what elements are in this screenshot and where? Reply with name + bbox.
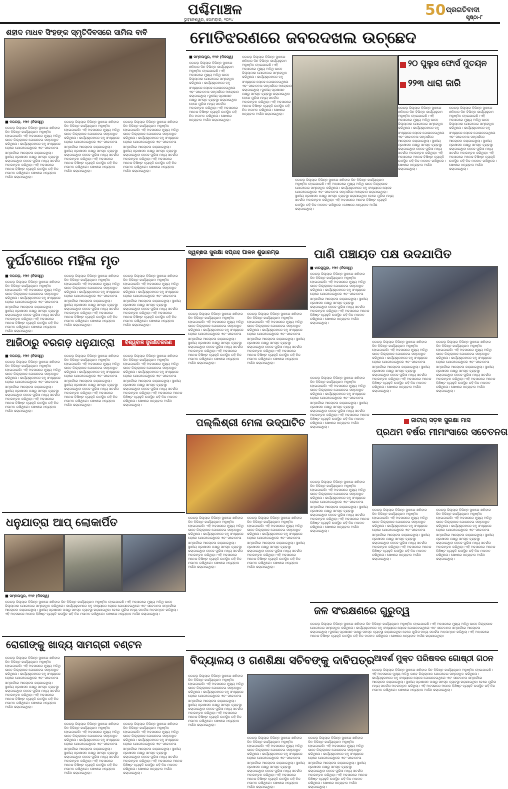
article-text: ବରଗଡ଼ ଜିଲ୍ଲାର ବିଭିନ୍ନ ସ୍ଥାନରେ ଶନିବାର ଦିନ ବିଭିନ୍ନ କାର୍ଯ୍ୟକ୍ରମ ଅନୁଷ୍ଠିତ ହୋଇଯାଇଛି। ଏହି ଅବସରରେ ମୁଖ୍ୟ ଅତିଥି ଭାବେ ଜିଲ୍ଲାପାଳ ଯୋଗଦେଇ ସମ୍ବୋଧିତ କରିଥିଲେ। କାର୍ଯ୍ୟକ୍ରମରେ ବହୁ ସଂଖ୍ୟାରେ ଲୋକେ ଯୋଗଦେଇଥିଲେ ଏବଂ ସଚେତନତା ସମ୍ପର୍କରେ ଆଲୋଚନା କରାଯାଇଥିଲା। ସ୍ଥାନୀୟ ପ୍ରଶାସନ ପକ୍ଷରୁ ସମସ୍ତ ବ୍ୟବସ୍ଥା କରାଯାଇଥିବା ବେଳେ ପୁଲିସ ମଧ୍ୟ ସତର୍କତା ଅବଲମ୍ବନ କରିଥିଲା। ଏହି ଅବସରରେ ଅନେକ ବିଶିଷ୍ଟ ବ୍ୟକ୍ତି ଉପସ୍ଥିତ ରହି ନିଜ ମତାମତ ରଖିଥିଲେ। ଶେଷରେ ଧନ୍ୟବାଦ ଅର୍ପଣ କରାଯାଇଥିଲା।: [188, 674, 244, 728]
divider: [186, 650, 370, 651]
byline: ■ ସମ୍ବଲପୁର, ୧୨ା୧ (ନିଜସ୍ୱ): [189, 55, 234, 59]
article-text: ବରଗଡ଼ ଜିଲ୍ଲାର ବିଭିନ୍ନ ସ୍ଥାନରେ ଶନିବାର ଦିନ ବିଭିନ୍ନ କାର୍ଯ୍ୟକ୍ରମ ଅନୁଷ୍ଠିତ ହୋଇଯାଇଛି। ଏହି ଅବସରରେ ମୁଖ୍ୟ ଅତିଥି ଭାବେ ଜିଲ୍ଲାପାଳ ଯୋଗଦେଇ ସମ୍ବୋଧିତ କରିଥିଲେ। କାର୍ଯ୍ୟକ୍ରମରେ ବହୁ ସଂଖ୍ୟାରେ ଲୋକେ ଯୋଗଦେଇଥିଲେ ଏବଂ ସଚେତନତା ସମ୍ପର୍କରେ ଆଲୋଚନା କରାଯାଇଥିଲା। ସ୍ଥାନୀୟ ପ୍ରଶାସନ ପକ୍ଷରୁ ସମସ୍ତ ବ୍ୟବସ୍ଥା କରାଯାଇଥିବା ବେଳେ ପୁଲିସ ମଧ୍ୟ ସତର୍କତା ଅବଲମ୍ବନ କରିଥିଲା। ଏହି ଅବସରରେ ଅନେକ ବିଶିଷ୍ଟ ବ୍ୟକ୍ତି ଉପସ୍ଥିତ ରହି ନିଜ ମତାମତ ରଖିଥିଲେ। ଶେଷରେ ଧନ୍ୟବାଦ ଅର୍ପଣ କରାଯାଇଥିଲା।: [5, 360, 61, 414]
article-text: ବରଗଡ଼ ଜିଲ୍ଲାର ବିଭିନ୍ନ ସ୍ଥାନରେ ଶନିବାର ଦିନ ବିଭିନ୍ନ କାର୍ଯ୍ୟକ୍ରମ ଅନୁଷ୍ଠିତ ହୋଇଯାଇଛି। ଏହି ଅବସରରେ ମୁଖ୍ୟ ଅତିଥି ଭାବେ ଜିଲ୍ଲାପାଳ ଯୋଗଦେଇ ସମ୍ବୋଧିତ କରିଥିଲେ। କାର୍ଯ୍ୟକ୍ରମରେ ବହୁ ସଂଖ୍ୟାରେ ଲୋକେ ଯୋଗଦେଇଥିଲେ ଏବଂ ସଚେତନତା ସମ୍ପର୍କରେ ଆଲୋଚନା କରାଯାଇଥିଲା। ସ୍ଥାନୀୟ ପ୍ରଶାସନ ପକ୍ଷରୁ ସମସ୍ତ ବ୍ୟବସ୍ଥା କରାଯାଇଥିବା ବେଳେ ପୁଲିସ ମଧ୍ୟ ସତର୍କତା ଅବଲମ୍ବନ କରିଥିଲା। ଏହି ଅବସରରେ ଅନେକ ବିଶିଷ୍ଟ ବ୍ୟକ୍ତି ଉପସ୍ଥିତ ରହି ନିଜ ମତାମତ ରଖିଥିଲେ। ଶେଷରେ ଧନ୍ୟବାଦ ଅର୍ପଣ କରାଯାଇଥିଲା।: [64, 722, 120, 776]
article-text: ବରଗଡ଼ ଜିଲ୍ଲାର ବିଭିନ୍ନ ସ୍ଥାନରେ ଶନିବାର ଦିନ ବିଭିନ୍ନ କାର୍ଯ୍ୟକ୍ରମ ଅନୁଷ୍ଠିତ ହୋଇଯାଇଛି। ଏହି ଅବସରରେ ମୁଖ୍ୟ ଅତିଥି ଭାବେ ଜିଲ୍ଲାପାଳ ଯୋଗଦେଇ ସମ୍ବୋଧିତ କରିଥିଲେ। କାର୍ଯ୍ୟକ୍ରମରେ ବହୁ ସଂଖ୍ୟାରେ ଲୋକେ ଯୋଗଦେଇଥିଲେ ଏବଂ ସଚେତନତା ସମ୍ପର୍କରେ ଆଲୋଚନା କରାଯାଇଥିଲା। ସ୍ଥାନୀୟ ପ୍ରଶାସନ ପକ୍ଷରୁ ସମସ୍ତ ବ୍ୟବସ୍ଥା କରାଯାଇଥିବା ବେଳେ ପୁଲିସ ମଧ୍ୟ ସତର୍କତା ଅବଲମ୍ବନ କରିଥିଲା। ଏହି ଅବସରରେ ଅନେକ ବିଶିଷ୍ଟ ବ୍ୟକ୍ତି ଉପସ୍ଥିତ ରହି ନିଜ ମତାମତ ରଖିଥିଲେ। ଶେଷରେ ଧନ୍ୟବାଦ ଅର୍ପଣ କରାଯାଇଥିଲା।: [310, 272, 370, 326]
headline-adarsha: ଆଦର୍ଶ ମୁକ୍ତ ପରିଷଦର ଗୋଷ୍ଠୀ ଗଠନ: [374, 654, 494, 663]
photo-bulldozer: [292, 55, 398, 177]
article-text: ବରଗଡ଼ ଜିଲ୍ଲାର ବିଭିନ୍ନ ସ୍ଥାନରେ ଶନିବାର ଦିନ ବିଭିନ୍ନ କାର୍ଯ୍ୟକ୍ରମ ଅନୁଷ୍ଠିତ ହୋଇଯାଇଛି। ଏହି ଅବସରରେ ମୁଖ୍ୟ ଅତିଥି ଭାବେ ଜିଲ୍ଲାପାଳ ଯୋଗଦେଇ ସମ୍ବୋଧିତ କରିଥିଲେ। କାର୍ଯ୍ୟକ୍ରମରେ ବହୁ ସଂଖ୍ୟାରେ ଲୋକେ ଯୋଗଦେଇଥିଲେ ଏବଂ ସଚେତନତା ସମ୍ପର୍କରେ ଆଲୋଚନା କରାଯାଇଥିଲା। ସ୍ଥାନୀୟ ପ୍ରଶାସନ ପକ୍ଷରୁ ସମସ୍ତ ବ୍ୟବସ୍ଥା କରାଯାଇଥିବା ବେଳେ ପୁଲିସ ମଧ୍ୟ ସତର୍କତା ଅବଲମ୍ବନ କରିଥିଲା। ଏହି ଅବସରରେ ଅନେକ ବିଶିଷ୍ଟ ବ୍ୟକ୍ତି ଉପସ୍ଥିତ ରହି ନିଜ ମତାମତ ରଖିଥିଲେ। ଶେଷରେ ଧନ୍ୟବାଦ ଅର୍ପଣ କରାଯାଇଥିଲା।: [372, 668, 496, 693]
article-text: ବରଗଡ଼ ଜିଲ୍ଲାର ବିଭିନ୍ନ ସ୍ଥାନରେ ଶନିବାର ଦିନ ବିଭିନ୍ନ କାର୍ଯ୍ୟକ୍ରମ ଅନୁଷ୍ଠିତ ହୋଇଯାଇଛି। ଏହି ଅବସରରେ ମୁଖ୍ୟ ଅତିଥି ଭାବେ ଜିଲ୍ଲାପାଳ ଯୋଗଦେଇ ସମ୍ବୋଧିତ କରିଥିଲେ। କାର୍ଯ୍ୟକ୍ରମରେ ବହୁ ସଂଖ୍ୟାରେ ଲୋକେ ଯୋଗଦେଇଥିଲେ ଏବଂ ସଚେତନତା ସମ୍ପର୍କରେ ଆଲୋଚନା କରାଯାଇଥିଲା। ସ୍ଥାନୀୟ ପ୍ରଶାସନ ପକ୍ଷରୁ ସମସ୍ତ ବ୍ୟବସ୍ଥା କରାଯାଇଥିବା ବେଳେ ପୁଲିସ ମଧ୍ୟ ସତର୍କତା ଅବଲମ୍ବନ କରିଥିଲା। ଏହି ଅବସରରେ ଅନେକ ବିଶିଷ୍ଟ ବ୍ୟକ୍ତି ଉପସ୍ଥିତ ରହି ନିଜ ମତାମତ ରଖିଥିଲେ। ଶେଷରେ ଧନ୍ୟବାଦ ଅର୍ପଣ କରାଯାଇଥିଲା।: [242, 55, 292, 117]
headline-water-conservation: ଜଳ ସଂରକ୍ଷଣରେ ଗୁରୁତ୍ୱ: [314, 606, 410, 617]
divider: [372, 414, 498, 415]
photo-app-screen: [64, 534, 122, 592]
photo-water-event: [372, 266, 498, 338]
article-text: ବରଗଡ଼ ଜିଲ୍ଲାର ବିଭିନ୍ନ ସ୍ଥାନରେ ଶନିବାର ଦିନ ବିଭିନ୍ନ କାର୍ଯ୍ୟକ୍ରମ ଅନୁଷ୍ଠିତ ହୋଇଯାଇଛି। ଏହି ଅବସରରେ ମୁଖ୍ୟ ଅତିଥି ଭାବେ ଜିଲ୍ଲାପାଳ ଯୋଗଦେଇ ସମ୍ବୋଧିତ କରିଥିଲେ। କାର୍ଯ୍ୟକ୍ରମରେ ବହୁ ସଂଖ୍ୟାରେ ଲୋକେ ଯୋଗଦେଇଥିଲେ ଏବଂ ସଚେତନତା ସମ୍ପର୍କରେ ଆଲୋଚନା କରାଯାଇଥିଲା। ସ୍ଥାନୀୟ ପ୍ରଶାସନ ପକ୍ଷରୁ ସମସ୍ତ ବ୍ୟବସ୍ଥା କରାଯାଇଥିବା ବେଳେ ପୁଲିସ ମଧ୍ୟ ସତର୍କତା ଅବଲମ୍ବନ କରିଥିଲା। ଏହି ଅବସରରେ ଅନେକ ବିଶିଷ୍ଟ ବ୍ୟକ୍ତି ଉପସ୍ଥିତ ରହି ନିଜ ମତାମତ ରଖିଥିଲେ। ଶେଷରେ ଧନ୍ୟବାଦ ଅର୍ପଣ କରାଯାଇଥିଲା।: [64, 274, 120, 328]
article-text: ବରଗଡ଼ ଜିଲ୍ଲାର ବିଭିନ୍ନ ସ୍ଥାନରେ ଶନିବାର ଦିନ ବିଭିନ୍ନ କାର୍ଯ୍ୟକ୍ରମ ଅନୁଷ୍ଠିତ ହୋଇଯାଇଛି। ଏହି ଅବସରରେ ମୁଖ୍ୟ ଅତିଥି ଭାବେ ଜିଲ୍ଲାପାଳ ଯୋଗଦେଇ ସମ୍ବୋଧିତ କରିଥିଲେ। କାର୍ଯ୍ୟକ୍ରମରେ ବହୁ ସଂଖ୍ୟାରେ ଲୋକେ ଯୋଗଦେଇଥିଲେ ଏବଂ ସଚେତନତା ସମ୍ପର୍କରେ ଆଲୋଚନା କରାଯାଇଥିଲା। ସ୍ଥାନୀୟ ପ୍ରଶାସନ ପକ୍ଷରୁ ସମସ୍ତ ବ୍ୟବସ୍ଥା କରାଯାଇଥିବା ବେଳେ ପୁଲିସ ମଧ୍ୟ ସତର୍କତା ଅବଲମ୍ବନ କରିଥିଲା। ଏହି ଅବସରରେ ଅନେକ ବିଶିଷ୍ଟ ବ୍ୟକ୍ତି ଉପସ୍ଥିତ ରହି ନିଜ ମତାମତ ରଖିଥିଲେ। ଶେଷରେ ଧନ୍ୟବାଦ ଅର୍ପଣ କରାଯାଇଥିଲା।: [436, 340, 496, 394]
article-text: ବରଗଡ଼ ଜିଲ୍ଲାର ବିଭିନ୍ନ ସ୍ଥାନରେ ଶନିବାର ଦିନ ବିଭିନ୍ନ କାର୍ଯ୍ୟକ୍ରମ ଅନୁଷ୍ଠିତ ହୋଇଯାଇଛି। ଏହି ଅବସରରେ ମୁଖ୍ୟ ଅତିଥି ଭାବେ ଜିଲ୍ଲାପାଳ ଯୋଗଦେଇ ସମ୍ବୋଧିତ କରିଥିଲେ। କାର୍ଯ୍ୟକ୍ରମରେ ବହୁ ସଂଖ୍ୟାରେ ଲୋକେ ଯୋଗଦେଇଥିଲେ ଏବଂ ସଚେତନତା ସମ୍ପର୍କରେ ଆଲୋଚନା କରାଯାଇଥିଲା। ସ୍ଥାନୀୟ ପ୍ରଶାସନ ପକ୍ଷରୁ ସମସ୍ତ ବ୍ୟବସ୍ଥା କରାଯାଇଥିବା ବେଳେ ପୁଲିସ ମଧ୍ୟ ସତର୍କତା ଅବଲମ୍ବନ କରିଥିଲା। ଏହି ଅବସରରେ ଅନେକ ବିଶିଷ୍ଟ ବ୍ୟକ୍ତି ଉପସ୍ଥିତ ରହି ନିଜ ମତାମତ ରଖିଥିଲେ। ଶେଷରେ ଧନ୍ୟବାଦ ଅର୍ପଣ କରାଯାଇଥିଲା।: [123, 722, 183, 776]
divider: [186, 246, 306, 247]
divider: [2, 512, 185, 513]
byline: ■ ଝାରସୁଗୁଡ଼ା, ୧୨ା୧ (ନିଜସ୍ୱ): [310, 266, 353, 270]
page-number: ପୃଷ୍ଠା-୮: [466, 15, 483, 21]
tag-label: ବିଶ୍ୱବାଳ ସୁରକ୍ଷିତକରଣ: [122, 340, 175, 346]
article-text: ବରଗଡ଼ ଜିଲ୍ଲାର ବିଭିନ୍ନ ସ୍ଥାନରେ ଶନିବାର ଦିନ ବିଭିନ୍ନ କାର୍ଯ୍ୟକ୍ରମ ଅନୁଷ୍ଠିତ ହୋଇଯାଇଛି। ଏହି ଅବସରରେ ମୁଖ୍ୟ ଅତିଥି ଭାବେ ଜିଲ୍ଲାପାଳ ଯୋଗଦେଇ ସମ୍ବୋଧିତ କରିଥିଲେ। କାର୍ଯ୍ୟକ୍ରମରେ ବହୁ ସଂଖ୍ୟାରେ ଲୋକେ ଯୋଗଦେଇଥିଲେ ଏବଂ ସଚେତନତା ସମ୍ପର୍କରେ ଆଲୋଚନା କରାଯାଇଥିଲା। ସ୍ଥାନୀୟ ପ୍ରଶାସନ ପକ୍ଷରୁ ସମସ୍ତ ବ୍ୟବସ୍ଥା କରାଯାଇଥିବା ବେଳେ ପୁଲିସ ମଧ୍ୟ ସତର୍କତା ଅବଲମ୍ବନ କରିଥିଲା। ଏହି ଅବସରରେ ଅନେକ ବିଶିଷ୍ଟ ବ୍ୟକ୍ତି ଉପସ୍ଥିତ ରହି ନିଜ ମତାମତ ରଖିଥିଲେ। ଶେଷରେ ଧନ୍ୟବାଦ ଅର୍ପଣ କରାଯାଇଥିଲା।: [188, 312, 244, 366]
headline-awareness: ପ୍ରଥମ ବର୍ଷର ମୀମାଂସାରେ ସଚେତନତା: [376, 428, 508, 438]
article-text: ବରଗଡ଼ ଜିଲ୍ଲାର ବିଭିନ୍ନ ସ୍ଥାନରେ ଶନିବାର ଦିନ ବିଭିନ୍ନ କାର୍ଯ୍ୟକ୍ରମ ଅନୁଷ୍ଠିତ ହୋଇଯାଇଛି। ଏହି ଅବସରରେ ମୁଖ୍ୟ ଅତିଥି ଭାବେ ଜିଲ୍ଲାପାଳ ଯୋଗଦେଇ ସମ୍ବୋଧିତ କରିଥିଲେ। କାର୍ଯ୍ୟକ୍ରମରେ ବହୁ ସଂଖ୍ୟାରେ ଲୋକେ ଯୋଗଦେଇଥିଲେ ଏବଂ ସଚେତନତା ସମ୍ପର୍କରେ ଆଲୋଚନା କରାଯାଇଥିଲା। ସ୍ଥାନୀୟ ପ୍ରଶାସନ ପକ୍ଷରୁ ସମସ୍ତ ବ୍ୟବସ୍ଥା କରାଯାଇଥିବା ବେଳେ ପୁଲିସ ମଧ୍ୟ ସତର୍କତା ଅବଲମ୍ବନ କରିଥିଲା। ଏହି ଅବସରରେ ଅନେକ ବିଶିଷ୍ଟ ବ୍ୟକ୍ତି ଉପସ୍ଥିତ ରହି ନିଜ ମତାମତ ରଖିଥିଲେ। ଶେଷରେ ଧନ୍ୟବାଦ ଅର୍ପଣ କରାଯାଇଥିଲା।: [123, 274, 181, 328]
photo-fair: [186, 434, 308, 514]
divider: [2, 250, 185, 251]
date-line: ଭୁବନେଶ୍ୱର, ସୋମବାର, ୨୦୨୪: [184, 17, 234, 22]
section-title: ପଶ୍ଚିମାଞ୍ଚଳ: [188, 2, 243, 18]
photo-cleanliness: [186, 258, 308, 310]
article-text: ବରଗଡ଼ ଜିଲ୍ଲାର ବିଭିନ୍ନ ସ୍ଥାନରେ ଶନିବାର ଦିନ ବିଭିନ୍ନ କାର୍ଯ୍ୟକ୍ରମ ଅନୁଷ୍ଠିତ ହୋଇଯାଇଛି। ଏହି ଅବସରରେ ମୁଖ୍ୟ ଅତିଥି ଭାବେ ଜିଲ୍ଲାପାଳ ଯୋଗଦେଇ ସମ୍ବୋଧିତ କରିଥିଲେ। କାର୍ଯ୍ୟକ୍ରମରେ ବହୁ ସଂଖ୍ୟାରେ ଲୋକେ ଯୋଗଦେଇଥିଲେ ଏବଂ ସଚେତନତା ସମ୍ପର୍କରେ ଆଲୋଚନା କରାଯାଇଥିଲା। ସ୍ଥାନୀୟ ପ୍ରଶାସନ ପକ୍ଷରୁ ସମସ୍ତ ବ୍ୟବସ୍ଥା କରାଯାଇଥିବା ବେଳେ ପୁଲିସ ମଧ୍ୟ ସତର୍କତା ଅବଲମ୍ବନ କରିଥିଲା। ଏହି ଅବସରରେ ଅନେକ ବିଶିଷ୍ଟ ବ୍ୟକ୍ତି ଉପସ୍ଥିତ ରହି ନିଜ ମତାମତ ରଖିଥିଲେ। ଶେଷରେ ଧନ୍ୟବାଦ ଅର୍ପଣ କରାଯାଇଥିଲା।: [372, 340, 432, 394]
article-text: ବରଗଡ଼ ଜିଲ୍ଲାର ବିଭିନ୍ନ ସ୍ଥାନରେ ଶନିବାର ଦିନ ବିଭିନ୍ନ କାର୍ଯ୍ୟକ୍ରମ ଅନୁଷ୍ଠିତ ହୋଇଯାଇଛି। ଏହି ଅବସରରେ ମୁଖ୍ୟ ଅତିଥି ଭାବେ ଜିଲ୍ଲାପାଳ ଯୋଗଦେଇ ସମ୍ବୋଧିତ କରିଥିଲେ। କାର୍ଯ୍ୟକ୍ରମରେ ବହୁ ସଂଖ୍ୟାରେ ଲୋକେ ଯୋଗଦେଇଥିଲେ ଏବଂ ସଚେତନତା ସମ୍ପର୍କରେ ଆଲୋଚନା କରାଯାଇଥିଲା। ସ୍ଥାନୀୟ ପ୍ରଶାସନ ପକ୍ଷରୁ ସମସ୍ତ ବ୍ୟବସ୍ଥା କରାଯାଇଥିବା ବେଳେ ପୁଲିସ ମଧ୍ୟ ସତର୍କତା ଅବଲମ୍ବନ କରିଥିଲା। ଏହି ଅବସରରେ ଅନେକ ବିଶିଷ୍ଟ ବ୍ୟକ୍ତି ଉପସ୍ଥିତ ରହି ନିଜ ମତାମତ ରଖିଥିଲେ। ଶେଷରେ ଧନ୍ୟବାଦ ଅର୍ପଣ କରାଯାଇଥିଲା।: [247, 516, 305, 570]
headline-fair: ପଲ୍ଲିଶ୍ରୀ ମେଳା ଉଦ୍‌ଘାଟିତ: [196, 418, 306, 429]
photo-ceremony: [4, 38, 166, 118]
article-text: ବରଗଡ଼ ଜିଲ୍ଲାର ବିଭିନ୍ନ ସ୍ଥାନରେ ଶନିବାର ଦିନ ବିଭିନ୍ନ କାର୍ଯ୍ୟକ୍ରମ ଅନୁଷ୍ଠିତ ହୋଇଯାଇଛି। ଏହି ଅବସରରେ ମୁଖ୍ୟ ଅତିଥି ଭାବେ ଜିଲ୍ଲାପାଳ ଯୋଗଦେଇ ସମ୍ବୋଧିତ କରିଥିଲେ। କାର୍ଯ୍ୟକ୍ରମରେ ବହୁ ସଂଖ୍ୟାରେ ଲୋକେ ଯୋଗଦେଇଥିଲେ ଏବଂ ସଚେତନତା ସମ୍ପର୍କରେ ଆଲୋଚନା କରାଯାଇଥିଲା। ସ୍ଥାନୀୟ ପ୍ରଶାସନ ପକ୍ଷରୁ ସମସ୍ତ ବ୍ୟବସ୍ଥା କରାଯାଇଥିବା ବେଳେ ପୁଲିସ ମଧ୍ୟ ସତର୍କତା ଅବଲମ୍ବନ କରିଥିଲା। ଏହି ଅବସରରେ ଅନେକ ବିଶିଷ୍ଟ ବ୍ୟକ୍ତି ଉପସ୍ଥିତ ରହି ନିଜ ମତାମତ ରଖିଥିଲେ। ଶେଷରେ ଧନ୍ୟବାଦ ଅର୍ପଣ କରାଯାଇଥିଲା।: [123, 354, 183, 408]
article-text: ବରଗଡ଼ ଜିଲ୍ଲାର ବିଭିନ୍ନ ସ୍ଥାନରେ ଶନିବାର ଦିନ ବିଭିନ୍ନ କାର୍ଯ୍ୟକ୍ରମ ଅନୁଷ୍ଠିତ ହୋଇଯାଇଛି। ଏହି ଅବସରରେ ମୁଖ୍ୟ ଅତିଥି ଭାବେ ଜିଲ୍ଲାପାଳ ଯୋଗଦେଇ ସମ୍ବୋଧିତ କରିଥିଲେ। କାର୍ଯ୍ୟକ୍ରମରେ ବହୁ ସଂଖ୍ୟାରେ ଲୋକେ ଯୋଗଦେଇଥିଲେ ଏବଂ ସଚେତନତା ସମ୍ପର୍କରେ ଆଲୋଚନା କରାଯାଇଥିଲା। ସ୍ଥାନୀୟ ପ୍ରଶାସନ ପକ୍ଷରୁ ସମସ୍ତ ବ୍ୟବସ୍ଥା କରାଯାଇଥିବା ବେଳେ ପୁଲିସ ମଧ୍ୟ ସତର୍କତା ଅବଲମ୍ବନ କରିଥିଲା। ଏହି ଅବସରରେ ଅନେକ ବିଶିଷ୍ଟ ବ୍ୟକ୍ତି ଉପସ୍ଥିତ ରହି ନିଜ ମତାମତ ରଖିଥିଲେ। ଶେଷରେ ଧନ୍ୟବାଦ ଅର୍ପଣ କରାଯାଇଥିଲା।: [247, 736, 305, 789]
byline: ■ ବରଗଡ଼, ୧୨ା୧ (ନିଜସ୍ୱ): [5, 274, 44, 278]
headline-water: ପାଣି ପଞ୍ଚାୟତ ପକ୍ଷ ଉଦଯାପିତ: [314, 247, 452, 261]
article-text: ବରଗଡ଼ ଜିଲ୍ଲାର ବିଭିନ୍ନ ସ୍ଥାନରେ ଶନିବାର ଦିନ ବିଭିନ୍ନ କାର୍ଯ୍ୟକ୍ରମ ଅନୁଷ୍ଠିତ ହୋଇଯାଇଛି। ଏହି ଅବସରରେ ମୁଖ୍ୟ ଅତିଥି ଭାବେ ଜିଲ୍ଲାପାଳ ଯୋଗଦେଇ ସମ୍ବୋଧିତ କରିଥିଲେ। କାର୍ଯ୍ୟକ୍ରମରେ ବହୁ ସଂଖ୍ୟାରେ ଲୋକେ ଯୋଗଦେଇଥିଲେ ଏବଂ ସଚେତନତା ସମ୍ପର୍କରେ ଆଲୋଚନା କରାଯାଇଥିଲା। ସ୍ଥାନୀୟ ପ୍ରଶାସନ ପକ୍ଷରୁ ସମସ୍ତ ବ୍ୟବସ୍ଥା କରାଯାଇଥିବା ବେଳେ ପୁଲିସ ମଧ୍ୟ ସତର୍କତା ଅବଲମ୍ବନ କରିଥିଲା। ଏହି ଅବସରରେ ଅନେକ ବିଶିଷ୍ଟ ବ୍ୟକ୍ତି ଉପସ୍ଥିତ ରହି ନିଜ ମତାମତ ରଖିଥିଲେ। ଶେଷରେ ଧନ୍ୟବାଦ ଅର୍ପଣ କରାଯାଇଥିଲା।: [310, 376, 370, 430]
byline: ■ ବରଗଡ଼, ୧୨ା୧ (ନିଜସ୍ୱ): [5, 120, 44, 124]
article-text: ବରଗଡ଼ ଜିଲ୍ଲାର ବିଭିନ୍ନ ସ୍ଥାନରେ ଶନିବାର ଦିନ ବିଭିନ୍ନ କାର୍ଯ୍ୟକ୍ରମ ଅନୁଷ୍ଠିତ ହୋଇଯାଇଛି। ଏହି ଅବସରରେ ମୁଖ୍ୟ ଅତିଥି ଭାବେ ଜିଲ୍ଲାପାଳ ଯୋଗଦେଇ ସମ୍ବୋଧିତ କରିଥିଲେ। କାର୍ଯ୍ୟକ୍ରମରେ ବହୁ ସଂଖ୍ୟାରେ ଲୋକେ ଯୋଗଦେଇଥିଲେ ଏବଂ ସଚେତନତା ସମ୍ପର୍କରେ ଆଲୋଚନା କରାଯାଇଥିଲା। ସ୍ଥାନୀୟ ପ୍ରଶାସନ ପକ୍ଷରୁ ସମସ୍ତ ବ୍ୟବସ୍ଥା କରାଯାଇଥିବା ବେଳେ ପୁଲିସ ମଧ୍ୟ ସତର୍କତା ଅବଲମ୍ବନ କରିଥିଲା। ଏହି ଅବସରରେ ଅନେକ ବିଶିଷ୍ଟ ବ୍ୟକ୍ତି ଉପସ୍ଥିତ ରହି ନିଜ ମତାମତ ରଖିଥିଲେ। ଶେଷରେ ଧନ୍ୟବାଦ ଅର୍ପଣ କରାଯାଇଥିଲା।: [398, 106, 446, 172]
article-text: ବରଗଡ଼ ଜିଲ୍ଲାର ବିଭିନ୍ନ ସ୍ଥାନରେ ଶନିବାର ଦିନ ବିଭିନ୍ନ କାର୍ଯ୍ୟକ୍ରମ ଅନୁଷ୍ଠିତ ହୋଇଯାଇଛି। ଏହି ଅବସରରେ ମୁଖ୍ୟ ଅତିଥି ଭାବେ ଜିଲ୍ଲାପାଳ ଯୋଗଦେଇ ସମ୍ବୋଧିତ କରିଥିଲେ। କାର୍ଯ୍ୟକ୍ରମରେ ବହୁ ସଂଖ୍ୟାରେ ଲୋକେ ଯୋଗଦେଇଥିଲେ ଏବଂ ସଚେତନତା ସମ୍ପର୍କରେ ଆଲୋଚନା କରାଯାଇଥିଲା। ସ୍ଥାନୀୟ ପ୍ରଶାସନ ପକ୍ଷରୁ ସମସ୍ତ ବ୍ୟବସ୍ଥା କରାଯାଇଥିବା ବେଳେ ପୁଲିସ ମଧ୍ୟ ସତର୍କତା ଅବଲମ୍ବନ କରିଥିଲା। ଏହି ଅବସରରେ ଅନେକ ବିଶିଷ୍ଟ ବ୍ୟକ୍ତି ଉପସ୍ଥିତ ରହି ନିଜ ମତାମତ ରଖିଥିଲେ। ଶେଷରେ ଧନ୍ୟବାଦ ଅର୍ପଣ କରାଯାଇଥିଲା।: [310, 622, 493, 639]
article-text: ବରଗଡ଼ ଜିଲ୍ଲାର ବିଭିନ୍ନ ସ୍ଥାନରେ ଶନିବାର ଦିନ ବିଭିନ୍ନ କାର୍ଯ୍ୟକ୍ରମ ଅନୁଷ୍ଠିତ ହୋଇଯାଇଛି। ଏହି ଅବସରରେ ମୁଖ୍ୟ ଅତିଥି ଭାବେ ଜିଲ୍ଲାପାଳ ଯୋଗଦେଇ ସମ୍ବୋଧିତ କରିଥିଲେ। କାର୍ଯ୍ୟକ୍ରମରେ ବହୁ ସଂଖ୍ୟାରେ ଲୋକେ ଯୋଗଦେଇଥିଲେ ଏବଂ ସଚେତନତା ସମ୍ପର୍କରେ ଆଲୋଚନା କରାଯାଇଥିଲା। ସ୍ଥାନୀୟ ପ୍ରଶାସନ ପକ୍ଷରୁ ସମସ୍ତ ବ୍ୟବସ୍ଥା କରାଯାଇଥିବା ବେଳେ ପୁଲିସ ମଧ୍ୟ ସତର୍କତା ଅବଲମ୍ବନ କରିଥିଲା। ଏହି ଅବସରରେ ଅନେକ ବିଶିଷ୍ଟ ବ୍ୟକ୍ତି ଉପସ୍ଥିତ ରହି ନିଜ ମତାମତ ରଖିଥିଲେ। ଶେଷରେ ଧନ୍ୟବାଦ ଅର୍ପଣ କରାଯାଇଥିଲା।: [5, 280, 61, 334]
article-text: ବରଗଡ଼ ଜିଲ୍ଲାର ବିଭିନ୍ନ ସ୍ଥାନରେ ଶନିବାର ଦିନ ବିଭିନ୍ନ କାର୍ଯ୍ୟକ୍ରମ ଅନୁଷ୍ଠିତ ହୋଇଯାଇଛି। ଏହି ଅବସରରେ ମୁଖ୍ୟ ଅତିଥି ଭାବେ ଜିଲ୍ଲାପାଳ ଯୋଗଦେଇ ସମ୍ବୋଧିତ କରିଥିଲେ। କାର୍ଯ୍ୟକ୍ରମରେ ବହୁ ସଂଖ୍ୟାରେ ଲୋକେ ଯୋଗଦେଇଥିଲେ ଏବଂ ସଚେତନତା ସମ୍ପର୍କରେ ଆଲୋଚନା କରାଯାଇଥିଲା। ସ୍ଥାନୀୟ ପ୍ରଶାସନ ପକ୍ଷରୁ ସମସ୍ତ ବ୍ୟବସ୍ଥା କରାଯାଇଥିବା ବେଳେ ପୁଲିସ ମଧ୍ୟ ସତର୍କତା ଅବଲମ୍ବନ କରିଥିଲା। ଏହି ଅବସରରେ ଅନେକ ବିଶିଷ୍ଟ ବ୍ୟକ୍ତି ଉପସ୍ଥିତ ରହି ନିଜ ମତାମତ ରଖିଥିଲେ। ଶେଷରେ ଧନ୍ୟବାଦ ଅର୍ପଣ କରାଯାଇଥିଲା।: [310, 480, 370, 534]
article-text: ବରଗଡ଼ ଜିଲ୍ଲାର ବିଭିନ୍ନ ସ୍ଥାନରେ ଶନିବାର ଦିନ ବିଭିନ୍ନ କାର୍ଯ୍ୟକ୍ରମ ଅନୁଷ୍ଠିତ ହୋଇଯାଇଛି। ଏହି ଅବସରରେ ମୁଖ୍ୟ ଅତିଥି ଭାବେ ଜିଲ୍ଲାପାଳ ଯୋଗଦେଇ ସମ୍ବୋଧିତ କରିଥିଲେ। କାର୍ଯ୍ୟକ୍ରମରେ ବହୁ ସଂଖ୍ୟାରେ ଲୋକେ ଯୋଗଦେଇଥିଲେ ଏବଂ ସଚେତନତା ସମ୍ପର୍କରେ ଆଲୋଚନା କରାଯାଇଥିଲା। ସ୍ଥାନୀୟ ପ୍ରଶାସନ ପକ୍ଷରୁ ସମସ୍ତ ବ୍ୟବସ୍ଥା କରାଯାଇଥିବା ବେଳେ ପୁଲିସ ମଧ୍ୟ ସତର୍କତା ଅବଲମ୍ବନ କରିଥିଲା। ଏହି ଅବସରରେ ଅନେକ ବିଶିଷ୍ଟ ବ୍ୟକ୍ତି ଉପସ୍ଥିତ ରହି ନିଜ ମତାମତ ରଖିଥିଲେ। ଶେଷରେ ଧନ୍ୟବାଦ ଅର୍ପଣ କରାଯାଇଥିଲା।: [5, 656, 61, 710]
divider: [2, 334, 185, 335]
article-text: ବରଗଡ଼ ଜିଲ୍ଲାର ବିଭିନ୍ନ ସ୍ଥାନରେ ଶନିବାର ଦିନ ବିଭିନ୍ନ କାର୍ଯ୍ୟକ୍ରମ ଅନୁଷ୍ଠିତ ହୋଇଯାଇଛି। ଏହି ଅବସରରେ ମୁଖ୍ୟ ଅତିଥି ଭାବେ ଜିଲ୍ଲାପାଳ ଯୋଗଦେଇ ସମ୍ବୋଧିତ କରିଥିଲେ। କାର୍ଯ୍ୟକ୍ରମରେ ବହୁ ସଂଖ୍ୟାରେ ଲୋକେ ଯୋଗଦେଇଥିଲେ ଏବଂ ସଚେତନତା ସମ୍ପର୍କରେ ଆଲୋଚନା କରାଯାଇଥିଲା। ସ୍ଥାନୀୟ ପ୍ରଶାସନ ପକ୍ଷରୁ ସମସ୍ତ ବ୍ୟବସ୍ଥା କରାଯାଇଥିବା ବେଳେ ପୁଲିସ ମଧ୍ୟ ସତର୍କତା ଅବଲମ୍ବନ କରିଥିଲା। ଏହି ଅବସରରେ ଅନେକ ବିଶିଷ୍ଟ ବ୍ୟକ୍ତି ଉପସ୍ଥିତ ରହି ନିଜ ମତାମତ ରଖିଥିଲେ। ଶେଷରେ ଧନ୍ୟବାଦ ଅର୍ପଣ କରାଯାଇଥିଲା।: [188, 516, 244, 570]
logo-number: 50: [425, 1, 446, 19]
headline-food: ରୋଗୀଙ୍କୁ ଖାଦ୍ୟ ସାମଗ୍ରୀ ବଣ୍ଟନ: [6, 640, 142, 651]
bullet-mark: [400, 62, 406, 68]
divider: [186, 414, 306, 415]
article-text: ବରଗଡ଼ ଜିଲ୍ଲାର ବିଭିନ୍ନ ସ୍ଥାନରେ ଶନିବାର ଦିନ ବିଭିନ୍ନ କାର୍ଯ୍ୟକ୍ରମ ଅନୁଷ୍ଠିତ ହୋଇଯାଇଛି। ଏହି ଅବସରରେ ମୁଖ୍ୟ ଅତିଥି ଭାବେ ଜିଲ୍ଲାପାଳ ଯୋଗଦେଇ ସମ୍ବୋଧିତ କରିଥିଲେ। କାର୍ଯ୍ୟକ୍ରମରେ ବହୁ ସଂଖ୍ୟାରେ ଲୋକେ ଯୋଗଦେଇଥିଲେ ଏବଂ ସଚେତନତା ସମ୍ପର୍କରେ ଆଲୋଚନା କରାଯାଇଥିଲା। ସ୍ଥାନୀୟ ପ୍ରଶାସନ ପକ୍ଷରୁ ସମସ୍ତ ବ୍ୟବସ୍ଥା କରାଯାଇଥିବା ବେଳେ ପୁଲିସ ମଧ୍ୟ ସତର୍କତା ଅବଲମ୍ବନ କରିଥିଲା। ଏହି ଅବସରରେ ଅନେକ ବିଶିଷ୍ଟ ବ୍ୟକ୍ତି ଉପସ୍ଥିତ ରହି ନିଜ ମତାମତ ରଖିଥିଲେ। ଶେଷରେ ଧନ୍ୟବାଦ ଅର୍ପଣ କରାଯାଇଥିଲା।: [64, 354, 120, 408]
bullet-mark: [400, 82, 406, 88]
photo-food: [64, 656, 184, 720]
headline-dhanu-app: ଧନୁଯାତ୍ରା ଆପ୍ ଲୋକାର୍ପିତ: [6, 516, 118, 529]
bullet-mark: [404, 419, 409, 424]
divider: [2, 636, 185, 637]
divider: [186, 50, 498, 51]
headline-school: ବିଦ୍ୟାଳୟ ଓ ଗଣଶିକ୍ଷା ସଚିବଙ୍କୁ ଦାବିପତ୍ର: [190, 654, 375, 667]
divider: [310, 602, 498, 603]
article-text: ବରଗଡ଼ ଜିଲ୍ଲାର ବିଭିନ୍ନ ସ୍ଥାନରେ ଶନିବାର ଦିନ ବିଭିନ୍ନ କାର୍ଯ୍ୟକ୍ରମ ଅନୁଷ୍ଠିତ ହୋଇଯାଇଛି। ଏହି ଅବସରରେ ମୁଖ୍ୟ ଅତିଥି ଭାବେ ଜିଲ୍ଲାପାଳ ଯୋଗଦେଇ ସମ୍ବୋଧିତ କରିଥିଲେ। କାର୍ଯ୍ୟକ୍ରମରେ ବହୁ ସଂଖ୍ୟାରେ ଲୋକେ ଯୋଗଦେଇଥିଲେ ଏବଂ ସଚେତନତା ସମ୍ପର୍କରେ ଆଲୋଚନା କରାଯାଇଥିଲା। ସ୍ଥାନୀୟ ପ୍ରଶାସନ ପକ୍ଷରୁ ସମସ୍ତ ବ୍ୟବସ୍ଥା କରାଯାଇଥିବା ବେଳେ ପୁଲିସ ମଧ୍ୟ ସତର୍କତା ଅବଲମ୍ବନ କରିଥିଲା। ଏହି ଅବସରରେ ଅନେକ ବିଶିଷ୍ଟ ବ୍ୟକ୍ତି ଉପସ୍ଥିତ ରହି ନିଜ ମତାମତ ରଖିଥିଲେ। ଶେଷରେ ଧନ୍ୟବାଦ ଅର୍ପଣ କରାଯାଇଥିଲା।: [5, 126, 61, 180]
photo-memorandum: [247, 674, 369, 734]
headline-accident: ଦୁର୍ଘଟଣାରେ ମହିଳା ମୃତ: [6, 254, 120, 269]
article-text: ବରଗଡ଼ ଜିଲ୍ଲାର ବିଭିନ୍ନ ସ୍ଥାନରେ ଶନିବାର ଦିନ ବିଭିନ୍ନ କାର୍ଯ୍ୟକ୍ରମ ଅନୁଷ୍ଠିତ ହୋଇଯାଇଛି। ଏହି ଅବସରରେ ମୁଖ୍ୟ ଅତିଥି ଭାବେ ଜିଲ୍ଲାପାଳ ଯୋଗଦେଇ ସମ୍ବୋଧିତ କରିଥିଲେ। କାର୍ଯ୍ୟକ୍ରମରେ ବହୁ ସଂଖ୍ୟାରେ ଲୋକେ ଯୋଗଦେଇଥିଲେ ଏବଂ ସଚେତନତା ସମ୍ପର୍କରେ ଆଲୋଚନା କରାଯାଇଥିଲା। ସ୍ଥାନୀୟ ପ୍ରଶାସନ ପକ୍ଷରୁ ସମସ୍ତ ବ୍ୟବସ୍ଥା କରାଯାଇଥିବା ବେଳେ ପୁଲିସ ମଧ୍ୟ ସତର୍କତା ଅବଲମ୍ବନ କରିଥିଲା। ଏହି ଅବସରରେ ଅନେକ ବିଶିଷ୍ଟ ବ୍ୟକ୍ତି ଉପସ୍ଥିତ ରହି ନିଜ ମତାମତ ରଖିଥିଲେ। ଶେଷରେ ଧନ୍ୟବାଦ ଅର୍ପଣ କରାଯାଇଥିଲା।: [372, 508, 432, 562]
article-text: ବରଗଡ଼ ଜିଲ୍ଲାର ବିଭିନ୍ନ ସ୍ଥାନରେ ଶନିବାର ଦିନ ବିଭିନ୍ନ କାର୍ଯ୍ୟକ୍ରମ ଅନୁଷ୍ଠିତ ହୋଇଯାଇଛି। ଏହି ଅବସରରେ ମୁଖ୍ୟ ଅତିଥି ଭାବେ ଜିଲ୍ଲାପାଳ ଯୋଗଦେଇ ସମ୍ବୋଧିତ କରିଥିଲେ। କାର୍ଯ୍ୟକ୍ରମରେ ବହୁ ସଂଖ୍ୟାରେ ଲୋକେ ଯୋଗଦେଇଥିଲେ ଏବଂ ସଚେତନତା ସମ୍ପର୍କରେ ଆଲୋଚନା କରାଯାଇଥିଲା। ସ୍ଥାନୀୟ ପ୍ରଶାସନ ପକ୍ଷରୁ ସମସ୍ତ ବ୍ୟବସ୍ଥା କରାଯାଇଥିବା ବେଳେ ପୁଲିସ ମଧ୍ୟ ସତର୍କତା ଅବଲମ୍ବନ କରିଥିଲା। ଏହି ଅବସରରେ ଅନେକ ବିଶିଷ୍ଟ ବ୍ୟକ୍ତି ଉପସ୍ଥିତ ରହି ନିଜ ମତାମତ ରଖିଥିଲେ। ଶେଷରେ ଧନ୍ୟବାଦ ଅର୍ପଣ କରାଯାଇଥିଲା।: [295, 178, 394, 211]
article-text: ବରଗଡ଼ ଜିଲ୍ଲାର ବିଭିନ୍ନ ସ୍ଥାନରେ ଶନିବାର ଦିନ ବିଭିନ୍ନ କାର୍ଯ୍ୟକ୍ରମ ଅନୁଷ୍ଠିତ ହୋଇଯାଇଛି। ଏହି ଅବସରରେ ମୁଖ୍ୟ ଅତିଥି ଭାବେ ଜିଲ୍ଲାପାଳ ଯୋଗଦେଇ ସମ୍ବୋଧିତ କରିଥିଲେ। କାର୍ଯ୍ୟକ୍ରମରେ ବହୁ ସଂଖ୍ୟାରେ ଲୋକେ ଯୋଗଦେଇଥିଲେ ଏବଂ ସଚେତନତା ସମ୍ପର୍କରେ ଆଲୋଚନା କରାଯାଇଥିଲା। ସ୍ଥାନୀୟ ପ୍ରଶାସନ ପକ୍ଷରୁ ସମସ୍ତ ବ୍ୟବସ୍ଥା କରାଯାଇଥିବା ବେଳେ ପୁଲିସ ମଧ୍ୟ ସତର୍କତା ଅବଲମ୍ବନ କରିଥିଲା। ଏହି ଅବସରରେ ଅନେକ ବିଶିଷ୍ଟ ବ୍ୟକ୍ତି ଉପସ୍ଥିତ ରହି ନିଜ ମତାମତ ରଖିଥିଲେ। ଶେଷରେ ଧନ୍ୟବାଦ ଅର୍ପଣ କରାଯାଇଥିଲା।: [189, 61, 239, 123]
article-text: ବରଗଡ଼ ଜିଲ୍ଲାର ବିଭିନ୍ନ ସ୍ଥାନରେ ଶନିବାର ଦିନ ବିଭିନ୍ନ କାର୍ଯ୍ୟକ୍ରମ ଅନୁଷ୍ଠିତ ହୋଇଯାଇଛି। ଏହି ଅବସରରେ ମୁଖ୍ୟ ଅତିଥି ଭାବେ ଜିଲ୍ଲାପାଳ ଯୋଗଦେଇ ସମ୍ବୋଧିତ କରିଥିଲେ। କାର୍ଯ୍ୟକ୍ରମରେ ବହୁ ସଂଖ୍ୟାରେ ଲୋକେ ଯୋଗଦେଇଥିଲେ ଏବଂ ସଚେତନତା ସମ୍ପର୍କରେ ଆଲୋଚନା କରାଯାଇଥିଲା। ସ୍ଥାନୀୟ ପ୍ରଶାସନ ପକ୍ଷରୁ ସମସ୍ତ ବ୍ୟବସ୍ଥା କରାଯାଇଥିବା ବେଳେ ପୁଲିସ ମଧ୍ୟ ସତର୍କତା ଅବଲମ୍ବନ କରିଥିଲା। ଏହି ଅବସରରେ ଅନେକ ବିଶିଷ୍ଟ ବ୍ୟକ୍ତି ଉପସ୍ଥିତ ରହି ନିଜ ମତାମତ ରଖିଥିଲେ। ଶେଷରେ ଧନ୍ୟବାଦ ଅର୍ପଣ କରାଯାଇଥିଲା।: [247, 312, 305, 366]
article-text: ବରଗଡ଼ ଜିଲ୍ଲାର ବିଭିନ୍ନ ସ୍ଥାନରେ ଶନିବାର ଦିନ ବିଭିନ୍ନ କାର୍ଯ୍ୟକ୍ରମ ଅନୁଷ୍ଠିତ ହୋଇଯାଇଛି। ଏହି ଅବସରରେ ମୁଖ୍ୟ ଅତିଥି ଭାବେ ଜିଲ୍ଲାପାଳ ଯୋଗଦେଇ ସମ୍ବୋଧିତ କରିଥିଲେ। କାର୍ଯ୍ୟକ୍ରମରେ ବହୁ ସଂଖ୍ୟାରେ ଲୋକେ ଯୋଗଦେଇଥିଲେ ଏବଂ ସଚେତନତା ସମ୍ପର୍କରେ ଆଲୋଚନା କରାଯାଇଥିଲା। ସ୍ଥାନୀୟ ପ୍ରଶାସନ ପକ୍ଷରୁ ସମସ୍ତ ବ୍ୟବସ୍ଥା କରାଯାଇଥିବା ବେଳେ ପୁଲିସ ମଧ୍ୟ ସତର୍କତା ଅବଲମ୍ବନ କରିଥିଲା। ଏହି ଅବସରରେ ଅନେକ ବିଶିଷ୍ଟ ବ୍ୟକ୍ତି ଉପସ୍ଥିତ ରହି ନିଜ ମତାମତ ରଖିଥିଲେ। ଶେଷରେ ଧନ୍ୟବାଦ ଅର୍ପଣ କରାଯାଇଥିଲା।: [436, 508, 496, 562]
article-text: ବରଗଡ଼ ଜିଲ୍ଲାର ବିଭିନ୍ନ ସ୍ଥାନରେ ଶନିବାର ଦିନ ବିଭିନ୍ନ କାର୍ଯ୍ୟକ୍ରମ ଅନୁଷ୍ଠିତ ହୋଇଯାଇଛି। ଏହି ଅବସରରେ ମୁଖ୍ୟ ଅତିଥି ଭାବେ ଜିଲ୍ଲାପାଳ ଯୋଗଦେଇ ସମ୍ବୋଧିତ କରିଥିଲେ। କାର୍ଯ୍ୟକ୍ରମରେ ବହୁ ସଂଖ୍ୟାରେ ଲୋକେ ଯୋଗଦେଇଥିଲେ ଏବଂ ସଚେତନତା ସମ୍ପର୍କରେ ଆଲୋଚନା କରାଯାଇଥିଲା। ସ୍ଥାନୀୟ ପ୍ରଶାସନ ପକ୍ଷରୁ ସମସ୍ତ ବ୍ୟବସ୍ଥା କରାଯାଇଥିବା ବେଳେ ପୁଲିସ ମଧ୍ୟ ସତର୍କତା ଅବଲମ୍ବନ କରିଥିଲା। ଏହି ଅବସରରେ ଅନେକ ବିଶିଷ୍ଟ ବ୍ୟକ୍ତି ଉପସ୍ଥିତ ରହି ନିଜ ମତାମତ ରଖିଥିଲେ। ଶେଷରେ ଧନ୍ୟବାଦ ଅର୍ପଣ କରାଯାଇଥିଲା।: [64, 120, 120, 174]
headline-dhanu-start: ଆଜିଠାରୁ ବରଗଡ଼ ଧନୁଯାତ୍ରା: [6, 338, 115, 349]
headline-cleanliness: ସ୍ୱଚ୍ଛତା ସୁରକ୍ଷା ସପ୍ତାହ ପାଳନ ଶୁଭାରମ୍ଭ: [188, 250, 280, 256]
headline-top-left: ଶହୀଦ ମାଧବ ସିଂହଙ୍କ ସ୍ମୃତିଦିବସରେ ସାମିଲ ବାବି: [6, 28, 148, 37]
highlight-one: ୨୦ ପୁଲୁସ ଫୋର୍ସ ମୁତୟନ: [408, 59, 487, 68]
byline: ■ ସମ୍ବଲପୁର, ୧୨ା୧ (ନିଜସ୍ୱ): [5, 594, 50, 598]
byline: ■ ବରଗଡ଼, ୧୨ା୧ (ନିଜସ୍ୱ): [5, 354, 44, 358]
photo-awareness: [372, 444, 498, 506]
highlight-two: ୨୨୩ ଧାରା ଜାରି: [408, 79, 461, 89]
headline-awareness-small: ଜାତୀୟ ସଡ଼କ ସୁରକ୍ଷା ମାସ: [411, 417, 471, 424]
article-text: ବରଗଡ଼ ଜିଲ୍ଲାର ବିଭିନ୍ନ ସ୍ଥାନରେ ଶନିବାର ଦିନ ବିଭିନ୍ନ କାର୍ଯ୍ୟକ୍ରମ ଅନୁଷ୍ଠିତ ହୋଇଯାଇଛି। ଏହି ଅବସରରେ ମୁଖ୍ୟ ଅତିଥି ଭାବେ ଜିଲ୍ଲାପାଳ ଯୋଗଦେଇ ସମ୍ବୋଧିତ କରିଥିଲେ। କାର୍ଯ୍ୟକ୍ରମରେ ବହୁ ସଂଖ୍ୟାରେ ଲୋକେ ଯୋଗଦେଇଥିଲେ ଏବଂ ସଚେତନତା ସମ୍ପର୍କରେ ଆଲୋଚନା କରାଯାଇଥିଲା। ସ୍ଥାନୀୟ ପ୍ରଶାସନ ପକ୍ଷରୁ ସମସ୍ତ ବ୍ୟବସ୍ଥା କରାଯାଇଥିବା ବେଳେ ପୁଲିସ ମଧ୍ୟ ସତର୍କତା ଅବଲମ୍ବନ କରିଥିଲା। ଏହି ଅବସରରେ ଅନେକ ବିଶିଷ୍ଟ ବ୍ୟକ୍ତି ଉପସ୍ଥିତ ରହି ନିଜ ମତାମତ ରଖିଥିଲେ। ଶେଷରେ ଧନ୍ୟବାଦ ଅର୍ପଣ କରାଯାଇଥିଲା।: [449, 106, 497, 172]
article-text: ବରଗଡ଼ ଜିଲ୍ଲାର ବିଭିନ୍ନ ସ୍ଥାନରେ ଶନିବାର ଦିନ ବିଭିନ୍ନ କାର୍ଯ୍ୟକ୍ରମ ଅନୁଷ୍ଠିତ ହୋଇଯାଇଛି। ଏହି ଅବସରରେ ମୁଖ୍ୟ ଅତିଥି ଭାବେ ଜିଲ୍ଲାପାଳ ଯୋଗଦେଇ ସମ୍ବୋଧିତ କରିଥିଲେ। କାର୍ଯ୍ୟକ୍ରମରେ ବହୁ ସଂଖ୍ୟାରେ ଲୋକେ ଯୋଗଦେଇଥିଲେ ଏବଂ ସଚେତନତା ସମ୍ପର୍କରେ ଆଲୋଚନା କରାଯାଇଥିଲା। ସ୍ଥାନୀୟ ପ୍ରଶାସନ ପକ୍ଷରୁ ସମସ୍ତ ବ୍ୟବସ୍ଥା କରାଯାଇଥିବା ବେଳେ ପୁଲିସ ମଧ୍ୟ ସତର୍କତା ଅବଲମ୍ବନ କରିଥିଲା। ଏହି ଅବସରରେ ଅନେକ ବିଶିଷ୍ଟ ବ୍ୟକ୍ତି ଉପସ୍ଥିତ ରହି ନିଜ ମତାମତ ରଖିଥିଲେ। ଶେଷରେ ଧନ୍ୟବାଦ ଅର୍ପଣ କରାଯାଇଥିଲା।: [123, 120, 179, 174]
article-text: ବରଗଡ଼ ଜିଲ୍ଲାର ବିଭିନ୍ନ ସ୍ଥାନରେ ଶନିବାର ଦିନ ବିଭିନ୍ନ କାର୍ଯ୍ୟକ୍ରମ ଅନୁଷ୍ଠିତ ହୋଇଯାଇଛି। ଏହି ଅବସରରେ ମୁଖ୍ୟ ଅତିଥି ଭାବେ ଜିଲ୍ଲାପାଳ ଯୋଗଦେଇ ସମ୍ବୋଧିତ କରିଥିଲେ। କାର୍ଯ୍ୟକ୍ରମରେ ବହୁ ସଂଖ୍ୟାରେ ଲୋକେ ଯୋଗଦେଇଥିଲେ ଏବଂ ସଚେତନତା ସମ୍ପର୍କରେ ଆଲୋଚନା କରାଯାଇଥିଲା। ସ୍ଥାନୀୟ ପ୍ରଶାସନ ପକ୍ଷରୁ ସମସ୍ତ ବ୍ୟବସ୍ଥା କରାଯାଇଥିବା ବେଳେ ପୁଲିସ ମଧ୍ୟ ସତର୍କତା ଅବଲମ୍ବନ କରିଥିଲା। ଏହି ଅବସରରେ ଅନେକ ବିଶିଷ୍ଟ ବ୍ୟକ୍ତି ଉପସ୍ଥିତ ରହି ନିଜ ମତାମତ ରଖିଥିଲେ। ଶେଷରେ ଧନ୍ୟବାଦ ଅର୍ପଣ କରାଯାଇଥିଲା।: [5, 600, 178, 617]
photo-app-launch: [4, 534, 64, 592]
photo-app-group: [122, 534, 186, 592]
article-text: ବରଗଡ଼ ଜିଲ୍ଲାର ବିଭିନ୍ନ ସ୍ଥାନରେ ଶନିବାର ଦିନ ବିଭିନ୍ନ କାର୍ଯ୍ୟକ୍ରମ ଅନୁଷ୍ଠିତ ହୋଇଯାଇଛି। ଏହି ଅବସରରେ ମୁଖ୍ୟ ଅତିଥି ଭାବେ ଜିଲ୍ଲାପାଳ ଯୋଗଦେଇ ସମ୍ବୋଧିତ କରିଥିଲେ। କାର୍ଯ୍ୟକ୍ରମରେ ବହୁ ସଂଖ୍ୟାରେ ଲୋକେ ଯୋଗଦେଇଥିଲେ ଏବଂ ସଚେତନତା ସମ୍ପର୍କରେ ଆଲୋଚନା କରାଯାଇଥିଲା। ସ୍ଥାନୀୟ ପ୍ରଶାସନ ପକ୍ଷରୁ ସମସ୍ତ ବ୍ୟବସ୍ଥା କରାଯାଇଥିବା ବେଳେ ପୁଲିସ ମଧ୍ୟ ସତର୍କତା ଅବଲମ୍ବନ କରିଥିଲା। ଏହି ଅବସରରେ ଅନେକ ବିଶିଷ୍ଟ ବ୍ୟକ୍ତି ଉପସ୍ଥିତ ରହି ନିଜ ମତାମତ ରଖିଥିଲେ। ଶେଷରେ ଧନ୍ୟବାଦ ଅର୍ପଣ କରାଯାଇଥିଲା।: [308, 736, 368, 789]
divider: [372, 650, 498, 651]
logo-name: ପ୍ରଗତିବାଦୀ: [446, 6, 480, 14]
headline-main: ମୋତିଝରଣରେ ଜବରଦଖଲ ଉଚ୍ଛେଦ: [190, 28, 417, 47]
